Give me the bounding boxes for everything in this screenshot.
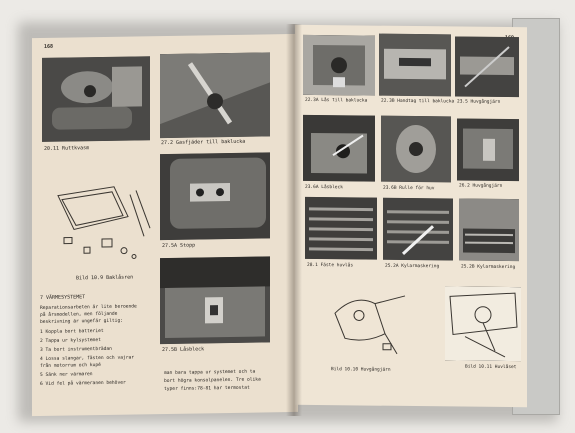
body-line-7: 4 Lossa slangar, fästen och vajrar	[40, 355, 135, 362]
photo-27-2	[160, 52, 270, 138]
caption-23-6a: 23.6A Låsbleck	[305, 184, 343, 191]
photo-23-5	[455, 36, 519, 97]
caption-27-5b: 27.5B Låsbleck	[162, 346, 205, 354]
col2-line-2: bort högra konsolpanelen. Tre olika	[164, 377, 261, 385]
body-line-1: Reparationsarbeten är lite beroende	[40, 304, 137, 311]
photo-20-11	[42, 56, 150, 142]
photo-26-2	[457, 118, 519, 181]
photo-27-5b	[160, 256, 270, 344]
right-page	[295, 25, 527, 407]
col2-line-1: man bara tappa ur systemet och ta	[164, 369, 256, 377]
caption-26-2: 26.2 Huvgångjärn	[459, 183, 503, 189]
body-line-5: 2 Tappa ur kylsystemet	[40, 338, 101, 344]
book-gutter	[286, 24, 302, 416]
caption-bild-10-9: Bild 10.9 Baklåsren	[76, 274, 134, 282]
photo-25-2b	[459, 199, 519, 262]
body-line-2: på årsmodellen, men följande	[40, 311, 118, 318]
body-line-10: 6 Vid fel på värmeranen behöver	[40, 380, 126, 387]
photo-22-3b	[379, 34, 451, 97]
caption-bild-10-10: Bild 10.10 Huvgångjärn	[331, 367, 391, 373]
body-line-9: 5 Sänk ner värmaren	[40, 372, 93, 378]
photo-22-3a	[303, 35, 375, 96]
section-title: 7 VÄRMESYSTEMET	[40, 294, 86, 301]
col2-line-3: typer finns:78-81 har termostat	[164, 385, 250, 393]
body-line-8: från motorrum och kupé	[40, 363, 101, 369]
body-line-3: beskrivning är ungefär giltig:	[40, 318, 123, 325]
photo-28-1	[305, 197, 377, 260]
photo-27-5a	[160, 152, 270, 240]
drawing-bild-10-9	[44, 176, 156, 270]
caption-25-2b: 25.2B Kylarmaskering	[461, 264, 516, 271]
left-page	[32, 34, 298, 416]
photo-23-6b	[381, 116, 451, 183]
body-line-6: 3 Ta bort instrumentbrädan	[40, 346, 112, 353]
body-line-4: 1 Koppla bort batteriet	[40, 328, 104, 335]
caption-20-11: 20.11 Ruttkvasm	[44, 145, 90, 152]
photo-25-2a	[383, 198, 453, 261]
caption-27-5a: 27.5A Stopp	[162, 242, 196, 250]
caption-22-3b: 22.3B Handtag till baklucka	[381, 98, 455, 105]
caption-23-6b: 23.6B Rulle för huv	[383, 185, 435, 192]
left-page-number: 168	[44, 43, 54, 50]
caption-27-2: 27.2 Gasfjäder till baklucka	[161, 138, 246, 147]
photo-23-6a	[303, 115, 375, 182]
caption-22-3a: 22.3A Lås till baklucka	[305, 97, 368, 104]
caption-bild-10-11: Bild 10.11 Huvlåset	[465, 364, 517, 371]
drawing-bild-10-11	[445, 286, 521, 361]
caption-25-2a: 25.2A Kylarmaskering	[385, 263, 440, 270]
caption-28-1: 28.1 Fäste huvlås	[307, 262, 354, 269]
caption-23-5: 23.5 Huvgångjärn	[457, 99, 501, 105]
drawing-bild-10-10	[325, 283, 415, 364]
